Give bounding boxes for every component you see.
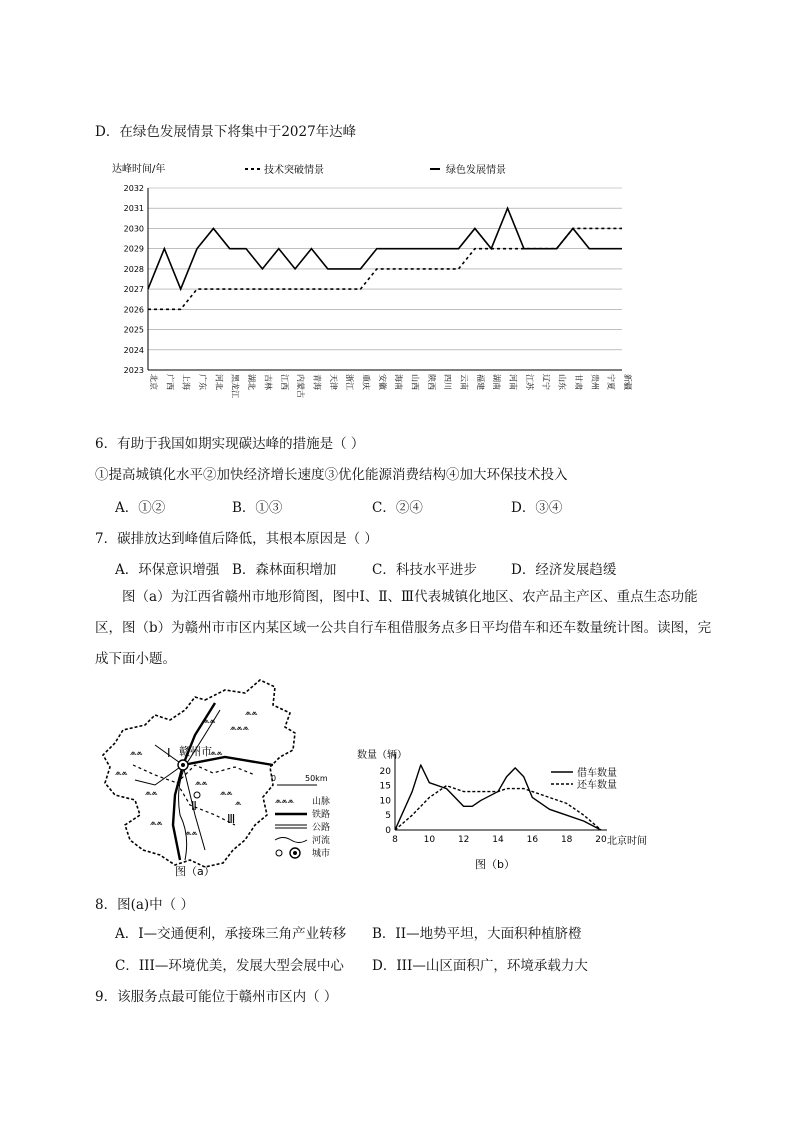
legend-city: 城市 (312, 849, 331, 859)
y-tick-label: 2029 (123, 244, 144, 254)
y-tick-label: 2026 (123, 305, 144, 315)
x-tick-label: 吉林 (263, 374, 273, 390)
y-tick-label-b: 20 (379, 766, 391, 777)
x-tick-label: 广东 (198, 374, 208, 390)
legend-mountain: 山脉 (312, 797, 331, 807)
x-tick-label: 陕西 (426, 374, 436, 390)
x-tick-label: 江西 (279, 374, 289, 390)
y-tick-label: 2028 (123, 264, 144, 274)
x-tick-label: 黑龙江 (230, 374, 240, 398)
svg-text:⩕⩕: ⩕⩕ (195, 778, 208, 787)
legend-return: 还车数量 (577, 780, 617, 791)
legend-borrow: 借车数量 (577, 768, 617, 779)
chart-legend (245, 163, 506, 176)
q9-stem: 9．该服务点最可能位于赣州市区内（ ） (95, 989, 338, 1005)
svg-text:⩕⩕: ⩕⩕ (220, 788, 233, 797)
svg-text:⩕⩕: ⩕⩕ (150, 818, 163, 827)
x-tick-label: 河南 (508, 374, 518, 390)
x-tick-label: 云南 (459, 374, 469, 390)
svg-text:⩕⩕: ⩕⩕ (185, 828, 198, 837)
x-tick-label-b: 16 (526, 835, 539, 845)
svg-text:⩕⩕: ⩕⩕ (145, 788, 158, 797)
legend-railway: 铁路 (312, 810, 331, 820)
q7-option-a: A．环保意识增强 (115, 562, 220, 578)
x-tick-label: 天津 (328, 374, 338, 390)
q6-stem: 6．有助于我国如期实现碳达峰的措施是（ ） (95, 436, 365, 452)
x-tick-label: 青海 (312, 374, 322, 390)
q6-option-a: A．①② (115, 500, 166, 516)
x-tick-label: 湖北 (247, 374, 257, 390)
chart-b-ylabel: 数量（辆） (357, 750, 407, 761)
region-iii-label: Ⅲ (227, 812, 236, 826)
y-tick-label: 2027 (123, 285, 144, 295)
q6-option-b: B．①③ (232, 500, 283, 516)
map-legend (275, 795, 330, 859)
chart-b-xlabel: 北京时间 (607, 836, 647, 847)
y-tick-label: 2032 (123, 184, 144, 193)
chart-b-caption: 图（b） (475, 858, 515, 871)
bike-chart (355, 740, 665, 880)
legend-river: 河流 (312, 836, 331, 846)
q8-option-b: B．II—地势平坦，大面积种植脐橙 (372, 926, 582, 942)
svg-text:⩕: ⩕ (235, 798, 242, 807)
legend-green: 绿色发展情景 (446, 165, 506, 176)
x-tick-label: 浙江 (345, 374, 355, 390)
x-tick-label: 辽宁 (541, 374, 551, 390)
passage: 图（a）为江西省赣州市地形简图，图中Ⅰ、Ⅱ、Ⅲ代表城镇化地区、农产品主产区、重点生态功能区，图（b）为赣州市市区内某区域一公共自行车租借服务点多日平均借车和还车数量统计图。读图，完成下面小题。 (95, 589, 712, 667)
y-tick-label-b: 0 (385, 826, 391, 836)
x-tick-label: 湖南 (492, 374, 502, 390)
x-tick-label: 北京 (149, 374, 158, 390)
q7-option-b: B．森林面积增加 (232, 562, 337, 578)
map-boundary (103, 680, 295, 867)
ganzhou-map (95, 675, 360, 880)
svg-text:⩕⩕: ⩕⩕ (203, 716, 216, 725)
q8-option-c: C．III—环境优美，发展大型会展中心 (115, 958, 344, 974)
x-tick-label-b: 12 (457, 835, 470, 845)
y-tick-label: 2024 (123, 345, 144, 355)
x-tick-label: 宁夏 (606, 374, 616, 390)
q7-option-c: C．科技水平进步 (372, 562, 477, 578)
x-tick-label-b: 14 (492, 835, 504, 845)
x-tick-label: 江苏 (524, 374, 534, 390)
x-tick-label: 重庆 (361, 374, 371, 390)
svg-text:⩕⩕: ⩕⩕ (115, 768, 128, 777)
peak-time-chart (100, 158, 640, 408)
y-tick-label-b: 15 (379, 781, 391, 792)
x-tick-label: 甘肃 (573, 374, 583, 390)
top-option: D．在绿色发展情景下将集中于2027年达峰 (95, 124, 357, 140)
x-tick-label: 上海 (181, 374, 191, 390)
legend-tech: 技术突破情景 (264, 165, 324, 176)
x-tick-label: 安徽 (377, 374, 387, 390)
x-tick-label: 福建 (475, 374, 485, 390)
region-ii-label: Ⅱ (191, 799, 197, 813)
svg-text:⩕⩕: ⩕⩕ (130, 748, 143, 757)
q6-option-d: D．③④ (511, 500, 563, 516)
q7-stem: 7．碳排放达到峰值后降低，其根本原因是（ ） (95, 531, 378, 547)
q8-option-a: A．I—交通便利，承接珠三角产业转移 (115, 926, 347, 942)
scale-label: 50km (305, 774, 328, 783)
series-borrow-line (395, 765, 601, 830)
city-label: 赣州市 (179, 745, 212, 758)
region-i-label: Ⅰ (167, 746, 171, 760)
scale-zero: 0 (271, 774, 277, 783)
x-tick-label: 河北 (214, 374, 224, 390)
svg-text:⩕⩕⩕: ⩕⩕⩕ (275, 796, 294, 805)
q7-option-d: D．经济发展趋缓 (511, 562, 617, 578)
y-tick-label: 2023 (123, 366, 144, 375)
x-tick-label: 山东 (557, 374, 567, 390)
y-tick-label: 2025 (123, 325, 144, 335)
chart-ylabel: 达峰时间/年 (112, 164, 166, 175)
x-tick-label-b: 20 (595, 835, 607, 845)
svg-text:⩕⩕⩕: ⩕⩕⩕ (230, 723, 249, 732)
x-tick-label: 四川 (443, 374, 453, 390)
chart-b-legend (551, 766, 617, 791)
x-tick-label: 贵州 (590, 374, 600, 390)
chart-b-plot (380, 754, 607, 845)
y-tick-label: 2031 (123, 204, 144, 214)
x-tick-label-b: 10 (423, 835, 436, 845)
y-tick-label-b: 5 (385, 811, 391, 822)
x-tick-label: 新疆 (623, 374, 632, 390)
y-tick-label-b: 10 (379, 796, 391, 807)
x-tick-label: 广西 (165, 374, 175, 390)
x-tick-label-b: 8 (392, 835, 398, 845)
legend-road: 公路 (312, 823, 331, 833)
y-tick-label: 2030 (123, 224, 144, 234)
q8-stem: 8．图(a)中（ ） (95, 897, 194, 913)
q6-items: ①提高城镇化水平②加快经济增长速度③优化能源消费结构④加大环保技术投入 (95, 467, 568, 483)
q6-option-c: C．②④ (372, 500, 423, 516)
svg-text:⩕⩕: ⩕⩕ (210, 748, 223, 757)
x-tick-label: 内蒙古 (296, 374, 306, 398)
x-tick-label-b: 18 (560, 835, 573, 845)
chart-plot (124, 184, 633, 398)
svg-text:⩕⩕: ⩕⩕ (245, 708, 258, 717)
q8-option-d: D．III—山区面积广，环境承载力大 (372, 958, 588, 974)
map-caption: 图（a） (175, 865, 215, 878)
x-tick-label: 海南 (394, 374, 404, 390)
city-marker-inner (181, 763, 185, 767)
x-tick-label: 山西 (410, 374, 420, 390)
town-marker (194, 792, 200, 798)
